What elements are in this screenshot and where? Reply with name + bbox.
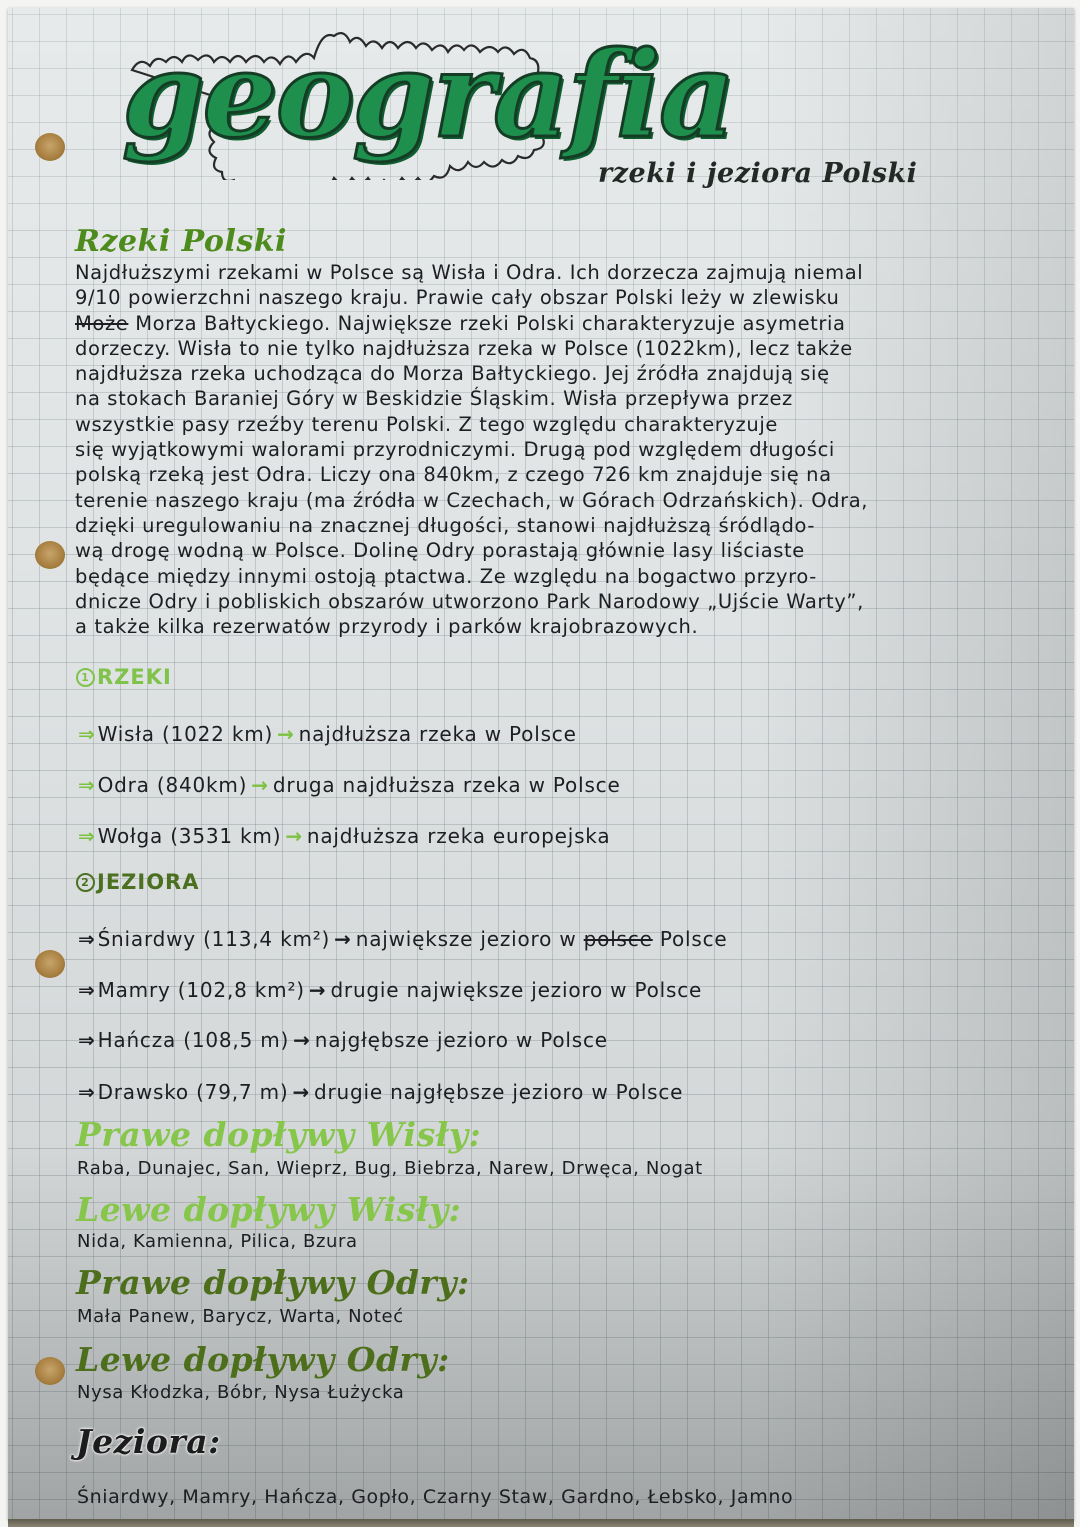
arrow-icon: → xyxy=(277,722,295,746)
paragraph-line: wą drogę wodną w Polsce. Dolinę Odry porastają głównie lasy liściaste xyxy=(75,539,805,563)
punch-hole-icon xyxy=(35,133,65,161)
heading-prawe-doplywy-wisly: Prawe dopływy Wisły: xyxy=(76,1115,482,1154)
double-arrow-icon: ⇒ xyxy=(78,927,96,951)
tributary-list: Nysa Kłodzka, Bóbr, Nysa Łużycka xyxy=(77,1382,405,1403)
page-bottom-edge xyxy=(8,1519,1074,1527)
lake-item xyxy=(78,1080,683,1104)
river-desc: druga najdłuższa rzeka w Polsce xyxy=(272,773,621,797)
double-arrow-icon: ⇒ xyxy=(78,1028,96,1052)
arrow-icon: → xyxy=(308,978,327,1002)
paragraph-line: dorzeczy. Wisła to nie tylko najdłuższa rzeka w Polsce (1022km), lecz także xyxy=(75,336,853,360)
heading-jeziora: Jeziora: xyxy=(76,1422,221,1461)
river-desc: najdłuższa rzeka w Polsce xyxy=(298,722,577,746)
lake-name: Hańcza (108,5 m) xyxy=(97,1028,290,1052)
lake-name: Mamry (102,8 km²) xyxy=(97,978,305,1002)
river-item xyxy=(78,722,577,746)
lakes-list: Śniardwy, Mamry, Hańcza, Gopło, Czarny Staw, Gardno, Łebsko, Jamno xyxy=(77,1486,794,1508)
paragraph-line: dzięki uregulowaniu na znacznej długości, stanowi najdłuższą śródlądo- xyxy=(75,513,815,537)
lake-desc: najgłębsze jezioro w Polsce xyxy=(314,1028,608,1052)
arrow-icon: → xyxy=(292,1080,311,1104)
arrow-icon: → xyxy=(285,824,303,848)
tributary-list: Raba, Dunajec, San, Wieprz, Bug, Biebrza, Narew, Drwęca, Nogat xyxy=(77,1158,703,1179)
struck-word: polsce xyxy=(583,927,653,951)
arrow-icon: → xyxy=(334,927,352,951)
punch-hole-icon xyxy=(35,541,65,569)
paragraph-line: na stokach Baraniej Góry w Beskidzie Śląskim. Wisła przepływa przez xyxy=(75,387,793,411)
double-arrow-icon: ⇒ xyxy=(78,1080,96,1104)
paragraph-line: Najdłuższymi rzekami w Polsce są Wisła i Odra. Ich dorzecza zajmują niemal xyxy=(75,261,864,284)
river-desc: najdłuższa rzeka europejska xyxy=(306,824,611,848)
paragraph-line: terenie naszego kraju (ma źródła w Czechach, w Górach Odrzańskich). Odra, xyxy=(75,488,869,512)
paragraph-line: dnicze Odry i pobliskich obszarów utworzono Park Narodowy „Ujście Warty”, xyxy=(75,589,864,613)
paragraph-line: 9/10 powierzchni naszego kraju. Prawie cały obszar Polski leży w zlewisku xyxy=(75,286,840,310)
intro-paragraph xyxy=(75,260,975,639)
page-title: geografia xyxy=(122,25,734,164)
arrow-icon: → xyxy=(251,773,269,797)
double-arrow-icon: ⇒ xyxy=(78,978,96,1002)
paragraph-line: polską rzeką jest Odra. Liczy ona 840km, z czego 726 km znajduje się na xyxy=(75,463,832,487)
river-name: Wisła (1022 km) xyxy=(97,722,274,746)
heading-lewe-doplywy-odry: Lewe dopływy Odry: xyxy=(76,1340,450,1379)
double-arrow-icon: ⇒ xyxy=(78,824,96,848)
lake-item: ⇒ Śniardwy (113,4 km²) → największe jezioro w polsce Polsce xyxy=(78,927,728,951)
paragraph-line: się wyjątkowymi walorami przyrodniczymi. Drugą pod względem długości xyxy=(75,438,835,462)
section-label-jeziora: 2 JEZIORA xyxy=(76,870,199,894)
paragraph-line: będące między innymi ostoją ptactwa. Ze względu na bogactwo przyro- xyxy=(75,564,817,588)
river-name: Odra (840km) xyxy=(97,773,248,797)
struck-word: Może xyxy=(75,311,129,335)
lake-item xyxy=(78,1028,608,1052)
arrow-icon: → xyxy=(293,1028,311,1052)
punch-hole-icon xyxy=(35,1357,65,1385)
number-circle-icon: 2 xyxy=(76,873,95,892)
punch-hole-icon xyxy=(35,950,65,978)
river-item xyxy=(78,824,610,848)
lake-item xyxy=(78,978,702,1002)
number-circle-icon: 1 xyxy=(76,668,95,687)
lake-name: Śniardwy (113,4 km²) xyxy=(97,927,331,951)
heading-prawe-doplywy-odry: Prawe dopływy Odry: xyxy=(76,1263,470,1302)
section-label-rzeki: 1 RZEKI xyxy=(76,665,172,689)
lake-desc: drugie najgłębsze jezioro w Polsce xyxy=(314,1080,684,1104)
paragraph-line: Może Morza Bałtyckiego. Największe rzeki Polski charakteryzuje asymetria xyxy=(75,311,846,335)
paragraph-line: najdłuższa rzeka uchodząca do Morza Bałtyckiego. Jej źródła znajdują się xyxy=(75,362,830,386)
river-item xyxy=(78,773,621,797)
lake-desc: drugie największe jezioro w Polsce xyxy=(330,978,703,1002)
paragraph-line: wszystkie pasy rzeźby terenu Polski. Z tego względu charakteryzuje xyxy=(75,412,778,436)
tributary-list: Mała Panew, Barycz, Warta, Noteć xyxy=(77,1306,404,1327)
lake-name: Drawsko (79,7 m) xyxy=(97,1080,289,1104)
section-heading-rzeki-polski: Rzeki Polski xyxy=(75,224,287,259)
page-subtitle: rzeki i jeziora Polski xyxy=(598,158,918,189)
river-name: Wołga (3531 km) xyxy=(97,824,282,848)
double-arrow-icon: ⇒ xyxy=(78,773,96,797)
double-arrow-icon: ⇒ xyxy=(78,722,96,746)
lake-desc: największe jezioro w xyxy=(355,927,577,951)
heading-lewe-doplywy-wisly: Lewe dopływy Wisły: xyxy=(76,1190,462,1229)
paragraph-line: a także kilka rezerwatów przyrody i parków krajobrazowych. xyxy=(75,615,699,639)
tributary-list: Nida, Kamienna, Pilica, Bzura xyxy=(77,1231,358,1252)
